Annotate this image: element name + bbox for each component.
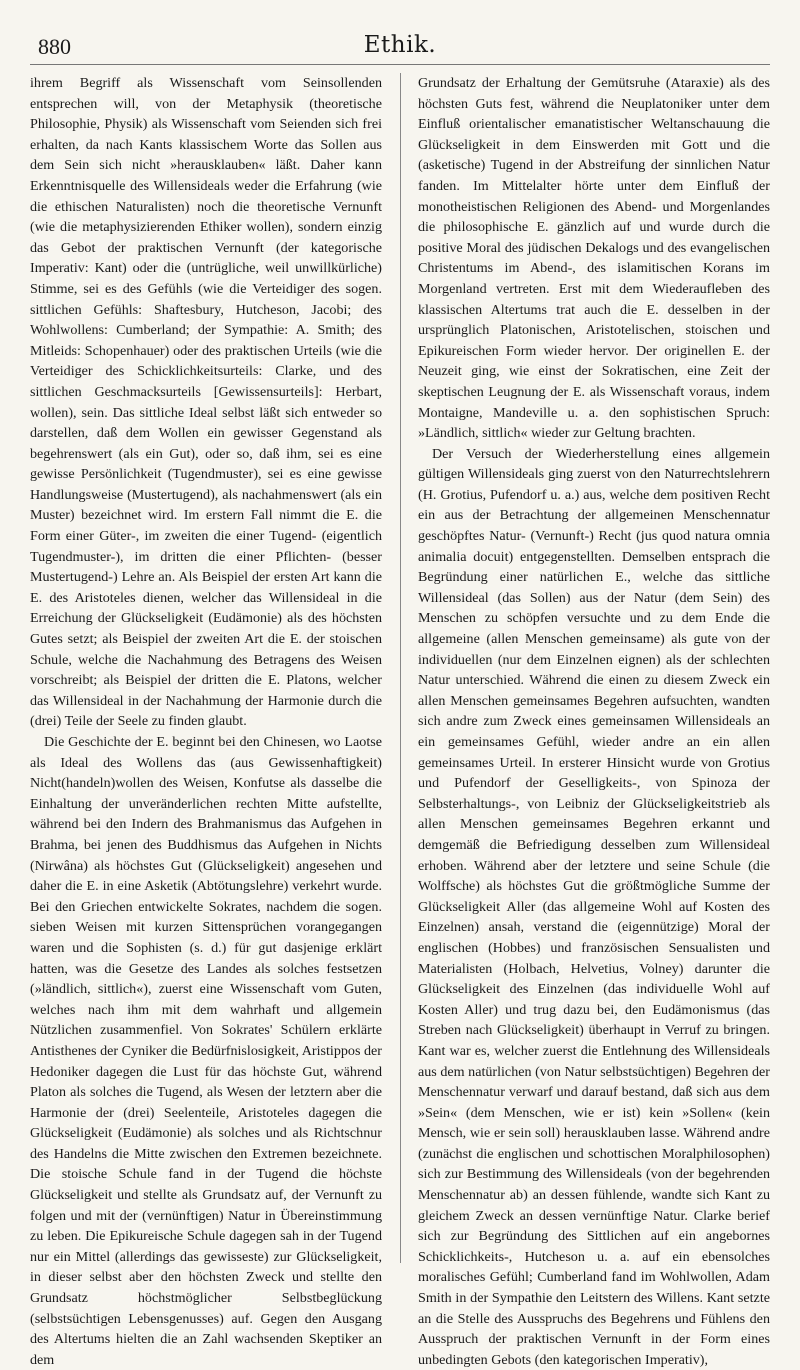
left-column (30, 73, 382, 1368)
paragraph: Grundsatz der Erhaltung der Gemütsruhe (Ataraxie) als des höchsten Guts fest, während die Neuplatoniker unter dem Einfluß orientalischer emanatistischer Weltanschauung die Glückseligkeit in dem Einswerden mit Gott und die (asketische) Tugend in der Abstreifung der sinnlichen Natur fanden. Im Mittelalter hörte unter dem Einfluß der monotheistischen Religionen des Abend- und Morgenlandes die philosophische E. gänzlich auf und wurde durch die positive Moral des jüdischen Dekalogs und des evangelischen Christentums im Abend-, des islamitischen Korans im Morgenland vertreten. Erst mit dem Wiederaufleben des klassischen Altertums trat auch die E. desselben in der ursprünglich Platonischen, Aristotelischen, stoischen und Epikureischen Form wieder hervor. Der originellen E. der Neuzeit ging, wie einst der Sokratischen, eine Zeit der skeptischen Leugnung der E. als Wissenschaft voraus, indem Montaigne, Mandeville u. a. den sophistischen Spruch: »Ländlich, sittlich« wieder zur Geltung brachten. (418, 75, 770, 442)
page-number: 880 (38, 34, 71, 59)
paragraph: ihrem Begriff als Wissenschaft vom Seinsollenden entsprechen will, von der Metaphysik (theoretische Philosophie, Physik) als Wissenschaft vom Seienden sich frei erhalten, da nach Kants klassischem Worte das Sollen aus dem Sein sich nicht »herausklauben« läßt. Daher kann Erkenntnisquelle des Willensideals weder die Erfahrung (wie die ethischen Naturalisten) noch die theoretische Vernunft (wie die metaphysizierenden Ethiker wollen), sondern einzig das Gebot der praktischen Vernunft (der kategorische Imperativ: Kant) oder die (untrügliche, weil unwillkürliche) Stimme, sei es des Gefühls (wie die Verteidiger des sogen. sittlichen Gefühls: Shaftesbury, Hutcheson, Jacobi; des Wohlwollens: Cumberland; der Sympathie: A. Smith; des Mitleids: Schopenhauer) oder des praktischen Urteils (wie die Verteidiger des Schicklichkeitsurteils: Clarke, und des sittlichen Geschmacksurteils [Gewissensurteils]: Herbart, wollen), sein. Das sittliche Ideal selbst läßt sich entweder so darstellen, daß dem Wollen ein gewisser Gegenstand als begehrenswert (als ein Gut), oder so, daß ihm, sei es eine gewisse Persönlichkeit (Tugendmuster), sei es eine gewisse Handlungsweise (Mustertugend), als nachahmenswert (als ein Muster) bezeichnet wird. Im erstern Fall nimmt die E. die Form einer Güter-, im zweiten die einer Tugend- (eigentlich Tugendmuster-), im dritten die einer Pflichten- (besser Mustertugend-) Lehre an. Als Beispiel der ersten Art kann die E. des Aristoteles dienen, welcher das Willensideal in die Erreichung der Glückseligkeit (Eudämonie) als des höchsten Gutes setzt; als Beispiel der zweiten Art die E. der stoischen Schule, welche die Nachahmung des Betragens des Weisen vorschreibt; als Beispiel der dritten die E. Platons, welcher das Willensideal in der Nachahmung der Harmonie durch die (drei) Teile der Seele zu finden glaubt. (30, 75, 382, 730)
text-columns (30, 73, 770, 1368)
paragraph: Der Versuch der Wiederherstellung eines allgemein gültigen Willensideals ging zuerst von den Naturrechtslehrern (H. Grotius, Pufendorf u. a.) aus, welche dem positiven Recht ein aus der Betrachtung der allgemeinen Menschennatur geschöpftes Natur- (Vernunft-) Recht (jus quod natura omnia animalia docuit) entgegenstellten. Demselben entsprach die Begründung einer natürlichen E., welche das sittliche Willensideal (das Sollen) aus der Natur (dem Sein) des Menschen zu schöpfen versuchte und zu dem Ende die allgemeine (allen Menschen gemeinsame) als gute von der individuellen (nur dem Einzelnen eignen) als der schlechten Natur unterschied. Während die einen zu diesem Zweck ein allen Menschen gemeinsames Begehren aufsuchten, wandten sich andre zum Zweck eines gemeinsamen Willensideals an ein gemeinsames Gefühl, wieder andre an ein allen gemeinsames Urteil. In ersterer Hinsicht wurde von Grotius und Pufendorf der Geselligkeits-, von Spinoza der Selbsterhaltungs-, von Leibniz der Glückseligkeitstrieb als allen Menschen gemeinsames Begehren erkannt und demgemäß die Befriedigung desselben zum Willensideal erhoben. Während aber der letztere und seine Schule (die Wolffsche) als höchstes Gut die größtmögliche Summe der Glückseligkeit Aller (das allgemeine Wohl auf Kosten des Einzelnen) ansah, verstand die (eigennützige) Moral der englischen (Hobbes) und französischen Sensualisten und Materialisten (Holbach, Helvetius, Volney) darunter die Glückseligkeit des Einzelnen (das individuelle Wohl auf Kosten Aller) und trug dazu bei, den Eudämonismus (das Streben nach Glückseligkeit) überhaupt in Verruf zu bringen. Kant war es, welcher zuerst die Entlehnung des Willensideals aus dem natürlichen (von Natur selbstsüchtigen) Begehren der Menschennatur verwarf und darauf bestand, daß sich aus dem »Sein« (dem Menschen, wie er ist) kein »Sollen« (kein Mensch, wie er sein soll) herausklauben lasse. Während andre (zunächst die englischen und schottischen Moralphilosophen) sich zur Bestimmung des Willensideals (von der begehrenden Menschennatur ab) an dessen fühlende, wandte sich Kant zu gleichem Zweck an dessen vernünftige Natur. Clarke berief sich zur Begründung des Sittlichen auf ein angebornes Schicklichkeits-, Hutcheson u. a. auf ein ebensolches moralisches Gefühl; Cumberland fand im Wohlwollen, Adam Smith in der Sympathie den Leitstern des Willens. Kant setzte an die Stelle des Ausspruchs des Begehrens und Fühlens den Ausspruch der praktischen Vernunft in der Form eines unbedingten Gebots (den kategorischen Imperativ), (418, 445, 770, 1368)
running-header (30, 30, 770, 65)
paragraph: Die Geschichte der E. beginnt bei den Chinesen, wo Laotse als Ideal des Wollens das (aus Gewissenhaftigkeit) Nicht(handeln)wollen des Weisen, Konfutse als dasselbe die Einhaltung der unveränderlichen rechten Mitte aufstellte, während bei den Indern des Brahmanismus das Aufgehen in Brahma, bei jenen des Buddhismus das Aufgehen in Nichts (Nirwâna) als höchstes Gut (Glückseligkeit) angesehen und daher die E. in eine Asketik (Abtötungslehre) verkehrt wurde. Bei den Griechen entwickelte Sokrates, nachdem die sogen. sieben Weisen mit kurzen Sittensprüchen vorangegangen waren und die Sophisten (s. d.) für gut dasjenige erklärt hatten, was die Gesetze des Landes als solches festsetzen (»ländlich, sittlich«), zuerst eine Wissenschaft vom Guten, welches nach ihm mit dem wahrhaft und allgemein Nützlichen zusammenfiel. Von Sokrates' Schülern erklärte Antisthenes der Cyniker die Bedürfnislosigkeit, Aristippos der Hedoniker dagegen die Lust für das höchste Gut, während Platon als solches die Tugend, als Wesen der letztern aber die Harmonie der (drei) Seelenteile, Aristoteles dagegen die Glückseligkeit (Eudämonie) als solches und als Richtschnur des Handelns die Mitte zwischen den Extremen bezeichnete. Die stoische Schule fand in der Tugend die höchste Glückseligkeit und stellte als Grundsatz auf, der Vernunft zu folgen und mit der (vernünftigen) Natur in Übereinstimmung zu leben. Die Epikureische Schule dagegen sah in der Tugend nur ein Mittel (allerdings das gewisseste) zur Glückseligkeit, in dieser selbst aber den höchsten Zweck und stellte den Grundsatz höchstmöglicher Selbstbeglückung (selbstsüchtigen Lebensgenusses) auf. Gegen den Ausgang des Altertums hielten die an Zahl wachsenden Skeptiker an dem (30, 734, 382, 1368)
running-title: Ethik. (363, 32, 437, 58)
column-divider (400, 73, 401, 1263)
right-column (418, 73, 770, 1368)
